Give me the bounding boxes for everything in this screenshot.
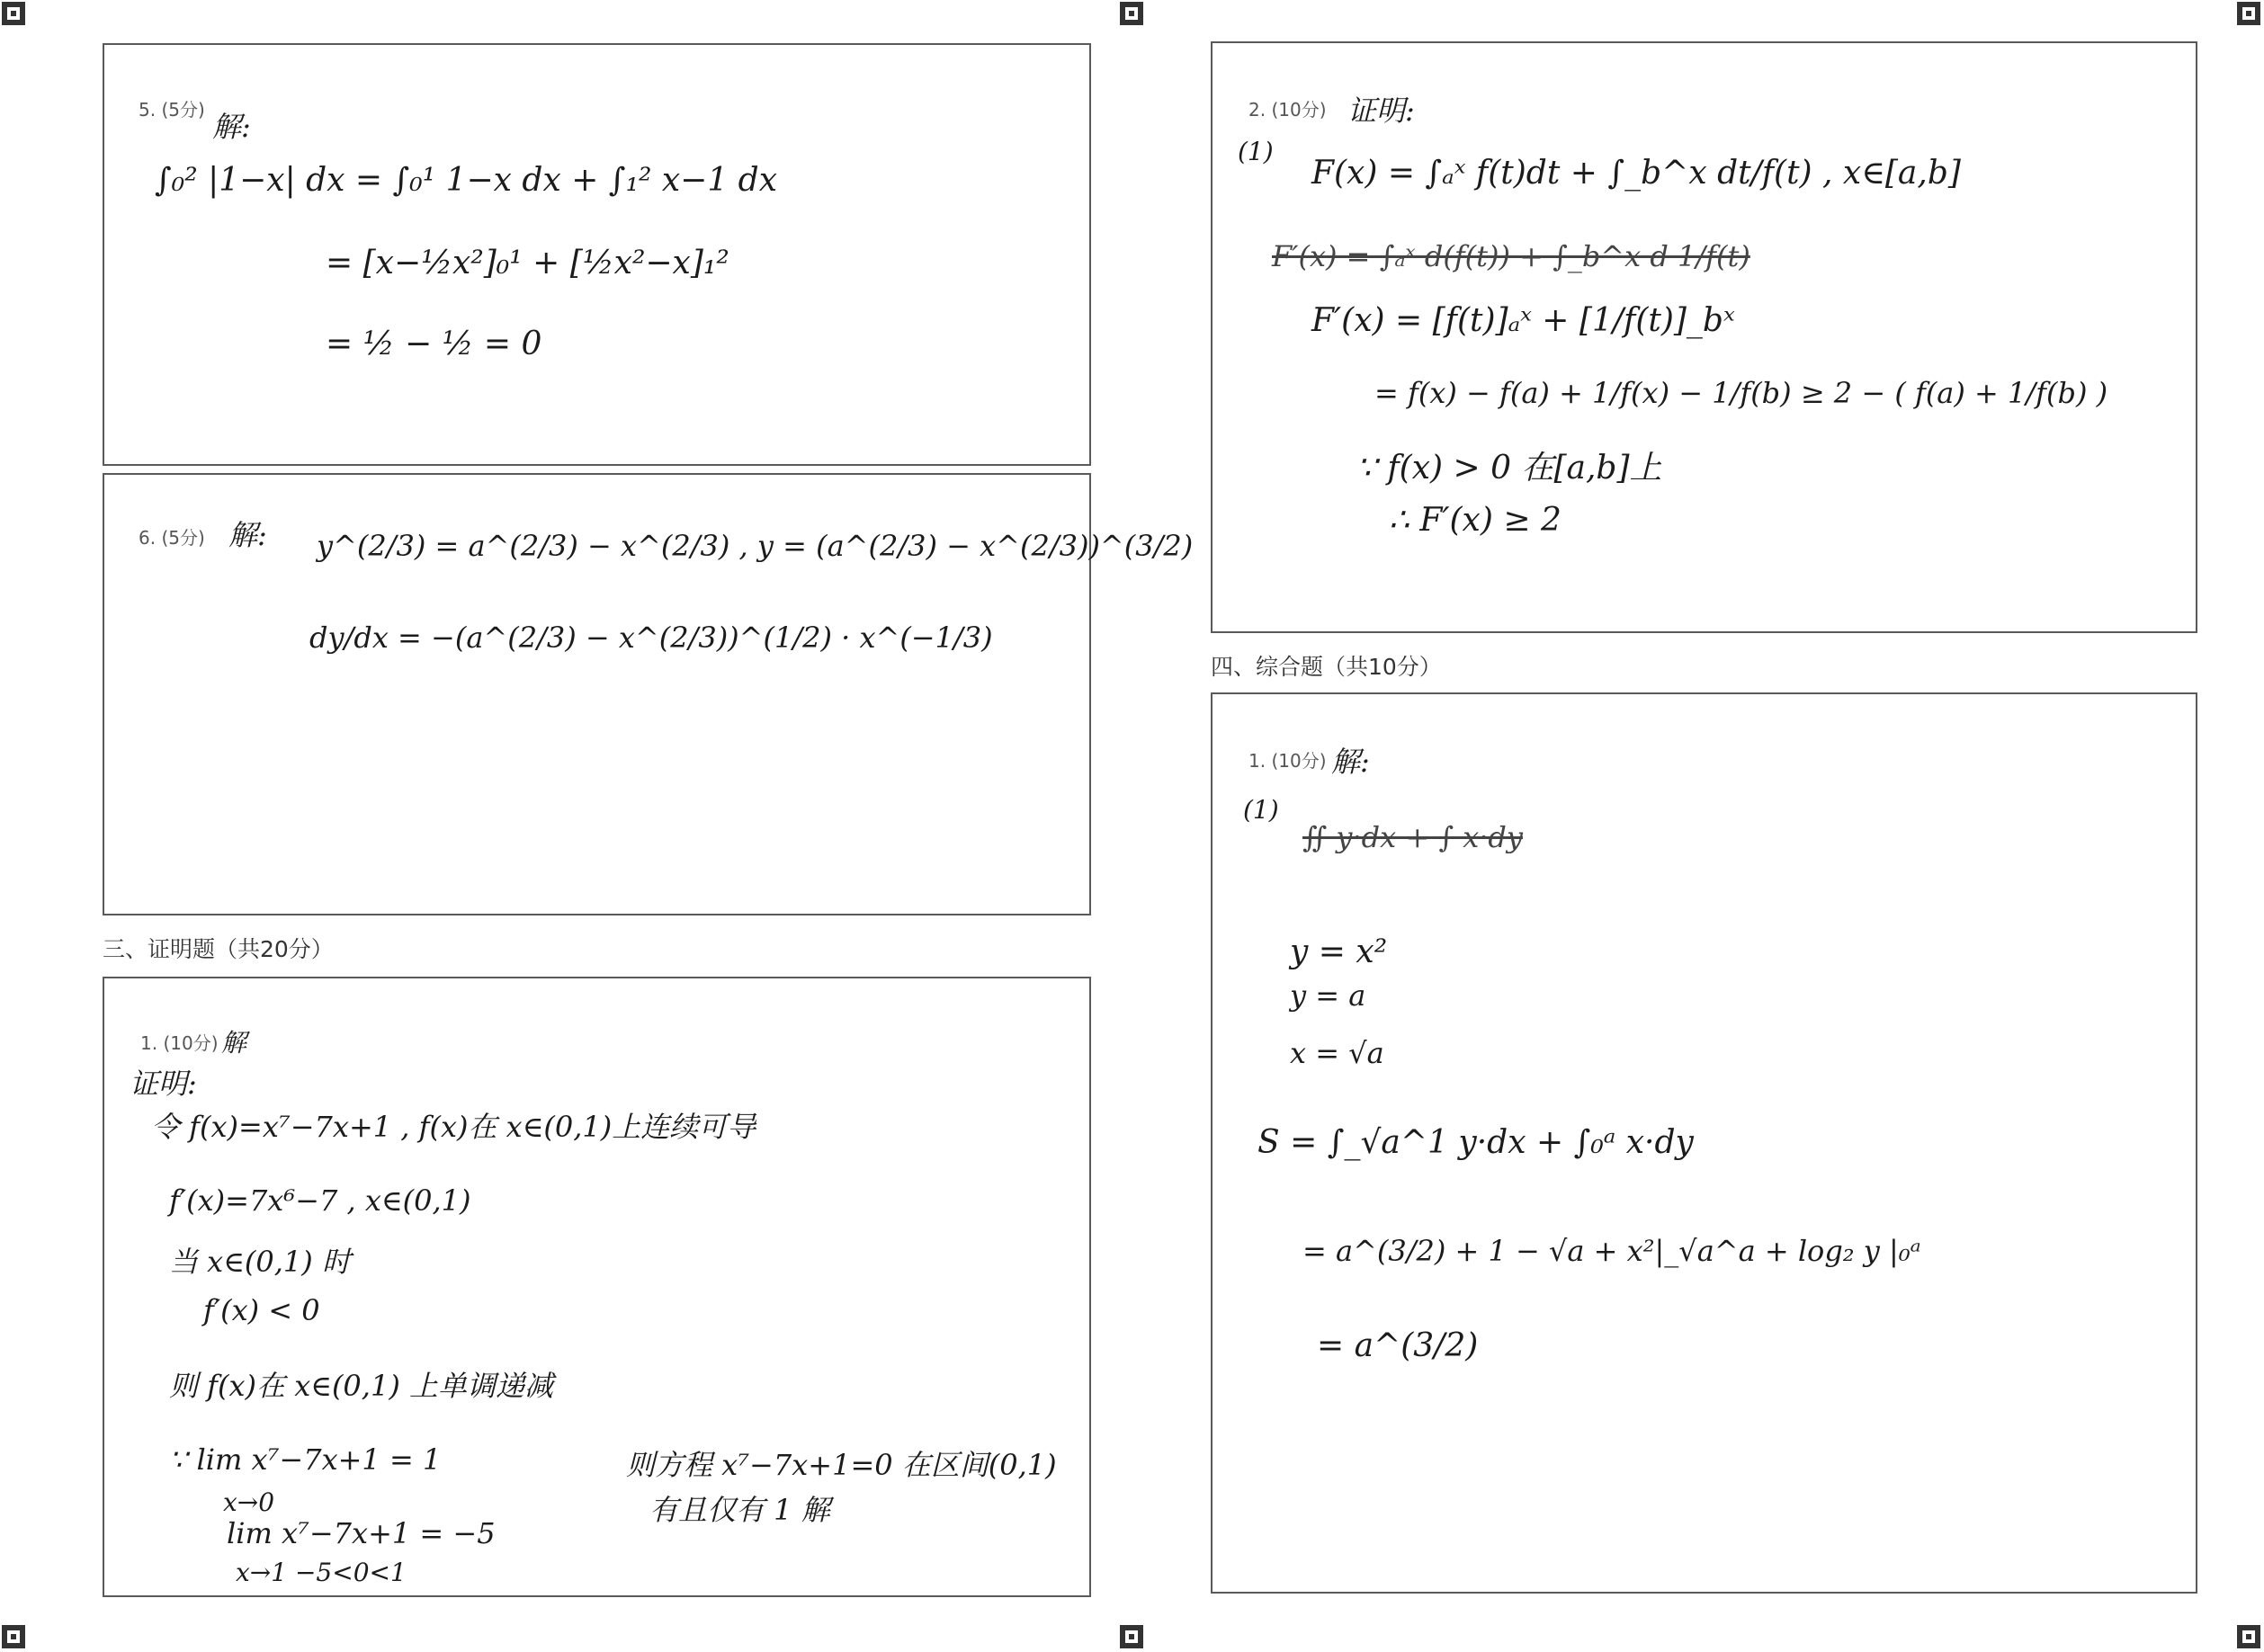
answer-box-q5 (103, 43, 1091, 466)
handwritten-line: 证明: (1347, 94, 1415, 128)
handwritten-line: ∴ F′(x) ≥ 2 (1389, 502, 1562, 539)
handwritten-line: f′(x) < 0 (203, 1293, 320, 1327)
answer-box-comprehensive-1 (1211, 692, 2197, 1594)
answer-box-q6 (103, 473, 1194, 915)
handwritten-line: x = √a (1290, 1036, 1384, 1070)
handwritten-line: F(x) = ∫ₐˣ f(t)dt + ∫_b^x dt/f(t) , x∈[a,b] (1311, 155, 1961, 192)
handwritten-line: x→1 −5<0<1 (236, 1558, 407, 1587)
handwritten-line: 解 (221, 1028, 247, 1058)
handwritten-line: = ½ − ½ = 0 (326, 326, 542, 362)
handwritten-line: 证明: (130, 1067, 197, 1101)
handwritten-line: S = ∫_√a^1 y·dx + ∫₀ᵃ x·dy (1257, 1124, 1694, 1161)
handwritten-line: = a^(3/2) (1317, 1327, 1479, 1364)
registration-marker-icon (2235, 0, 2262, 27)
question-label: 2. (10分) (1248, 99, 1327, 121)
handwritten-line: (1) (1243, 795, 1279, 825)
handwritten-line: y^(2/3) = a^(2/3) − x^(2/3) , y = (a^(2/3) − x^(2/3))^(3/2) (317, 529, 1194, 563)
section-title-proof: 三、证明题（共20分） (103, 936, 334, 962)
handwritten-line: ∫₀² |1−x| dx = ∫₀¹ 1−x dx + ∫₁² x−1 dx (155, 162, 778, 199)
registration-marker-icon (2235, 1623, 2262, 1650)
handwritten-line: 解: (228, 518, 267, 552)
handwritten-line: 解: (1331, 745, 1370, 779)
handwritten-line: = a^(3/2) + 1 − √a + x²|_√a^a + log₂ y |₀ᵃ (1302, 1234, 1921, 1268)
answer-box-proof-2 (1211, 41, 2197, 633)
registration-marker-icon (1118, 1623, 1145, 1650)
crossed-out-line: ∬ y·dx + ∫ x·dy (1302, 820, 1523, 854)
handwritten-line: 则 f(x)在 x∈(0,1) 上单调递减 (169, 1369, 553, 1403)
handwritten-line: = [x−½x²]₀¹ + [½x²−x]₁² (326, 245, 729, 281)
handwritten-line: x→0 (223, 1487, 275, 1517)
handwritten-line: F′(x) = [f(t)]ₐˣ + [1/f(t)]_bˣ (1311, 302, 1735, 339)
question-label: 6. (5分) (139, 527, 205, 549)
registration-marker-icon (0, 0, 27, 27)
handwritten-line: y = x² (1290, 933, 1388, 970)
question-label: 5. (5分) (139, 99, 205, 121)
question-label: 1. (10分) (140, 1032, 219, 1054)
handwritten-line: 令 f(x)=x⁷−7x+1 , f(x)在 x∈(0,1)上连续可导 (151, 1110, 756, 1144)
handwritten-line: lim x⁷−7x+1 = −5 (227, 1516, 496, 1550)
registration-marker-icon (1118, 0, 1145, 27)
handwritten-line: y = a (1290, 978, 1366, 1013)
answer-box-proof-1 (103, 977, 1091, 1597)
question-label: 1. (10分) (1248, 750, 1327, 772)
handwritten-line: 解: (212, 110, 251, 144)
handwritten-line: 有且仅有 1 解 (649, 1493, 830, 1527)
handwritten-line: 当 x∈(0,1) 时 (169, 1245, 351, 1279)
handwritten-line: = f(x) − f(a) + 1/f(x) − 1/f(b) ≥ 2 − ( f(a) + 1/f(b) ) (1374, 376, 2108, 410)
handwritten-line: ∵ f(x) > 0 在[a,b]上 (1356, 450, 1662, 487)
handwritten-line: (1) (1238, 137, 1274, 166)
section-title-comprehensive: 四、综合题（共10分） (1211, 654, 1442, 680)
registration-marker-icon (0, 1623, 27, 1650)
handwritten-line: 则方程 x⁷−7x+1=0 在区间(0,1) (626, 1448, 1057, 1482)
handwritten-line: f′(x)=7x⁶−7 , x∈(0,1) (169, 1183, 471, 1218)
handwritten-line: ∵ lim x⁷−7x+1 = 1 (169, 1442, 442, 1477)
crossed-out-line: F′(x) = ∫ₐˣ d(f(t)) + ∫_b^x d 1/f(t) (1272, 239, 1750, 273)
handwritten-line: dy/dx = −(a^(2/3) − x^(2/3))^(1/2) · x^(−1/3) (309, 621, 993, 655)
